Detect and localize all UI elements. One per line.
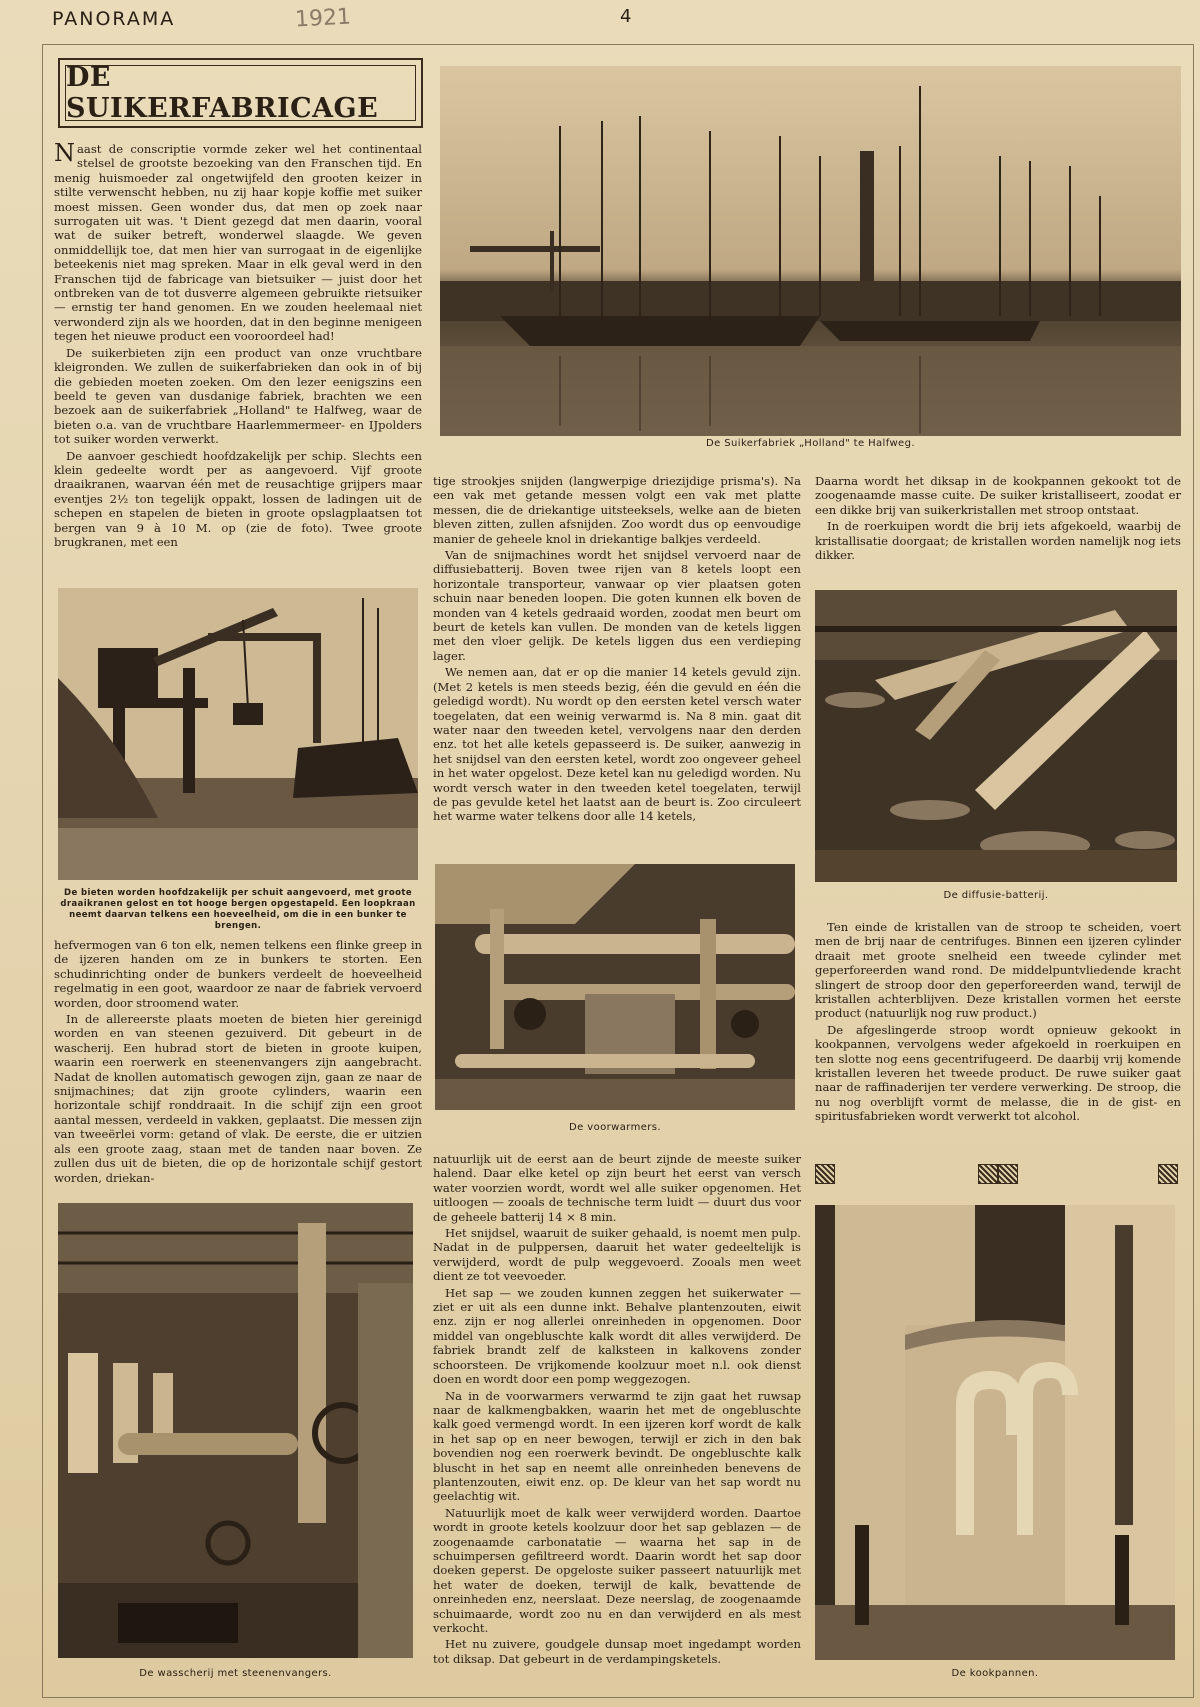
photo-washery — [58, 1203, 413, 1658]
caption-diffusion-battery: De diffusie-batterij. — [943, 890, 1049, 901]
column-1-mid-text — [54, 938, 422, 1200]
paragraph: hefvermogen van 6 ton elk, nemen telkens een flinke greep in de ijzeren handen om ze in bunkers te storten. Een schudinrichting onder de bunkers verdeelt de hoeveelheid regelmatig in een goot, waardoor ze naar de fabriek vervoerd worden, door stroomend water. — [54, 938, 422, 1010]
caption-cooking-pans: De kookpannen. — [951, 1668, 1039, 1679]
paragraph: Van de snijmachines wordt het snijdsel vervoerd naar de diffusiebatterij. Boven twee rijen van 8 ketels loopt een horizontale transporteur, vanwaar op vier plaatsen goten schuin naar beneden loopen. Die goten kunnen elk boven de monden van 4 ketels gedraaid worden, zoodat men beurt om beurt de ketels kan vullen. De monden van de ketels liggen met den vloer gelijk. De ketels liggen dus een verdieping lager. — [433, 548, 801, 663]
paragraph: Naast de conscriptie vormde zeker wel het continentaal stelsel de grootste bezoeking van den Franschen tijd. En menig huismoeder zal ongetwijfeld den grooten keizer in stilte verwenscht hebben, nu zij haar kopje koffie met suiker moest missen. Geen wonder dus, dat men op zoek naar surrogaten uit was. 't Dient gezegd dat men daarin, vooral wat de suiker betreft, wonderwel slaagde. We geven onmiddellijk toe, dat men hier van surrogaat in de eigenlijke beteekenis niet mag spreken. Maar in elk geval werd in den Franschen tijd de fabricage van bietsuiker — juist door het ontbreken van de tot dusverre algemeen gebruikte rietsuiker — ernstig ter hand genomen. En we zouden heelemaal niet verwonderd zijn als we hoorden, dat in den beginne menigeen tegen het nieuwe product een vooroordeel had! — [54, 139, 422, 344]
divider-ornament-icon — [815, 1164, 835, 1184]
column-3-top-text — [815, 474, 1181, 574]
page-number: 4 — [620, 6, 632, 27]
photo-harbour — [440, 66, 1181, 436]
column-3-mid-text — [815, 920, 1181, 1140]
paragraph: In de roerkuipen wordt die brij iets afgekoeld, waarbij de kristallisatie doorgaat; de kristallen worden namelijk nog iets dikker. — [815, 519, 1181, 563]
caption-harbour: De Suikerfabriek „Holland" te Halfweg. — [706, 438, 915, 449]
paragraph: De afgeslingerde stroop wordt opnieuw gekookt in kookpannen, vervolgens weder afgekoeld in roerkuipen en ten slotte nog eens gecentrifugeerd. De daarbij vrij komende kristallen leveren het tweede product. De ruwe suiker gaat naar de raffinaderijen ter verdere verwerking. De stroop, die nu nog overblijft vormt de melasse, die in de gist- en spiritusfabrieken wordt verwerkt tot alcohol. — [815, 1022, 1181, 1124]
paragraph: Daarna wordt het diksap in de kookpannen gekookt tot de zoogenaamde masse cuite. De suiker kristalliseert, zoodat er een dikke brij van suikerkristallen met stroop ontstaat. — [815, 474, 1181, 517]
paragraph: De aanvoer geschiedt hoofdzakelijk per schip. Slechts een klein gedeelte wordt per as aangevoerd. Vijf groote draaikranen, waarvan één met de reusachtige grijpers maar eventjes 2½ ton tegelijk oppakt, lossen de ladingen uit de schepen en stapelen de bieten in groote opslagplaatsen tot bergen van 9 à 10 M. op (zie de foto). Twee groote brugkranen, met een — [54, 448, 422, 549]
paragraph: We nemen aan, dat er op die manier 14 ketels gevuld zijn. (Met 2 ketels is men steeds bezig, één die gevuld en één die geledigd wordt). Nu wordt op den eersten ketel versch water toegelaten, dat een weinig verwarmd is. Na 8 min. gaat dit water naar den tweeden ketel, vervolgens naar den derden enz. tot het alle ketels gepasseerd is. De suiker, aanwezig in het snijdsel van den eersten ketel, wordt zoo ongeveer geheel in het water opgelost. Deze ketel kan nu geledigd worden. Nu wordt versch water in den tweeden ketel toegelaten, terwijl de pas gevulde ketel het laatst aan de beurt is. Zoo circuleert het warme water telkens door alle 14 ketels, — [433, 665, 801, 824]
paragraph: Natuurlijk moet de kalk weer verwijderd worden. Daartoe wordt in groote ketels koolzuur door het sap geblazen — de zoogenaamde carbonatatie — waarna het sap in de schuimpersen gefiltreerd wordt. Daarin wordt het sap door doeken geperst. De opgeloste suiker passeert natuurlijk met het water de doeken, terwijl de kalk, bevattende de onreinheden enz, neerslaat. Deze neerslag, de zoogenaamde schuimaarde, wordt zoo nu en dan verwijderd en als mest verkocht. — [433, 1505, 801, 1635]
caption-cranes: De bieten worden hoofdzakelijk per schuit aangevoerd, met groote draaikranen gelost en tot hooge bergen opgestapeld. Een loopkraan neemt daarvan telkens een hoeveelheid, om die in een bunker te brengen. — [60, 888, 416, 931]
photo-cooking-pans — [815, 1205, 1175, 1660]
photo-preheaters — [435, 864, 795, 1110]
photo-cranes — [58, 588, 418, 880]
caption-preheaters: De voorwarmers. — [569, 1122, 661, 1133]
article-title-box — [58, 58, 423, 128]
handwritten-year: 1921 — [294, 4, 352, 33]
paragraph: Het sap — we zouden kunnen zeggen het suikerwater — ziet er uit als een dunne inkt. Behalve plantenzouten, eiwit enz. zijn er nog allerlei onreinheden in opgenomen. Door middel van ongebluschte kalk wordt dit alles verwijderd. De fabriek brandt zelf de kalksteen in kalkovens zonder schoorsteen. De vrijkomende koolzuur moet n.l. ook dienst doen en wordt door een pomp weggezogen. — [433, 1285, 801, 1387]
divider-ornament-icon — [998, 1164, 1018, 1184]
paragraph: Ten einde de kristallen van de stroop te scheiden, voert men de brij naar de centrifuges. Binnen een ijzeren cylinder draait met groote snelheid een tweede cylinder met geperforeerden wand rond. De middelpuntvliedende kracht slingert de stroop door den geperforeerden wand, terwijl de kristallen achterblijven. Deze kristallen vormen het eerste product (natuurlijk nog ruw product.) — [815, 920, 1181, 1021]
paragraph: tige strookjes snijden (langwerpige driezijdige prisma's). Na een vak met getande messen volgt een vak met platte messen, die de driekantige uitsteeksels, welke aan de bieten bleven zitten, zullen afsnijden. Zoo wordt dus op eenvoudige manier de geheele knol in driekantige balkjes verdeeld. — [433, 474, 801, 546]
paragraph: Het snijdsel, waaruit de suiker gehaald, is noemt men pulp. Nadat in de pulppersen, daaruit het water gedeeltelijk is verwijderd, wordt de pulp weggevoerd. Zooals men weet dient ze tot veevoeder. — [433, 1226, 801, 1284]
divider-ornament-icon — [1158, 1164, 1178, 1184]
article-title: DE SUIKERFABRICAGE — [65, 65, 416, 121]
column-2-bottom-text — [433, 1152, 801, 1682]
masthead: PANORAMA — [52, 8, 176, 30]
column-2-top-text — [433, 474, 801, 854]
column-1-top-text — [54, 139, 422, 572]
divider-ornament-icon — [978, 1164, 998, 1184]
drop-cap: N — [54, 139, 75, 167]
paragraph: De suikerbieten zijn een product van onze vruchtbare kleigronden. We zullen de suikerfabrieken dan ook in of bij die gebieden moeten zoeken. Om den lezer eenigszins een beeld te geven van dusdanige fabriek, brachten we een bezoek aan de suikerfabriek „Holland" te Halfweg, waar de bieten o.a. van de vruchtbare Haarlemmermeer- en IJpolders tot suiker worden verwerkt. — [54, 345, 422, 447]
paragraph: natuurlijk uit de eerst aan de beurt zijnde de meeste suiker halend. Daar elke ketel op zijn beurt het eerst van versch water voorzien wordt, wordt wel alle suiker opgenomen. Het uitloogen — zooals de technische term luidt — duurt dus voor de geheele batterij 14 × 8 min. — [433, 1152, 801, 1224]
paragraph: Het nu zuivere, goudgele dunsap moet ingedampt worden tot diksap. Dat gebeurt in de verdampingsketels. — [433, 1637, 801, 1666]
paragraph: Na in de voorwarmers verwarmd te zijn gaat het ruwsap naar de kalkmengbakken, waarin het met de ongebluschte kalk goed vermengd wordt. In een ijzeren korf wordt de kalk in het sap op en neer bewogen, terwijl er zich in den bak bovendien nog een roerwerk bevindt. De ongebluschte kalk bluscht in het sap en neemt alle onreinheden benevens de plantenzouten, eiwit enz. op. De kleur van het sap wordt nu geelachtig wit. — [433, 1388, 801, 1504]
paragraph: In de allereerste plaats moeten de bieten hier gereinigd worden en van steenen gezuiverd. Dit gebeurt in de wascherij. Een hubrad stort de bieten in groote kuipen, waarin een roerwerk en steenenvangers zijn aangebracht. Nadat de knollen automatisch gewogen zijn, gaan ze naar de snijmachines; dat zijn groote cylinders, waarin een horizontale schijf ronddraait. In die schijf zijn een groot aantal messen, verdeeld in vakken, geplaatst. Die messen zijn van tweeërlei vorm: getand of vlak. De eerste, die er uitzien als een groote zaag, staan met de tanden naar boven. Ze zullen dus uit de bieten, die op de horizontale schijf gestort worden, driekan- — [54, 1012, 422, 1185]
photo-diffusion-battery — [815, 590, 1177, 882]
caption-washery: De wasscherij met steenenvangers. — [139, 1668, 332, 1679]
